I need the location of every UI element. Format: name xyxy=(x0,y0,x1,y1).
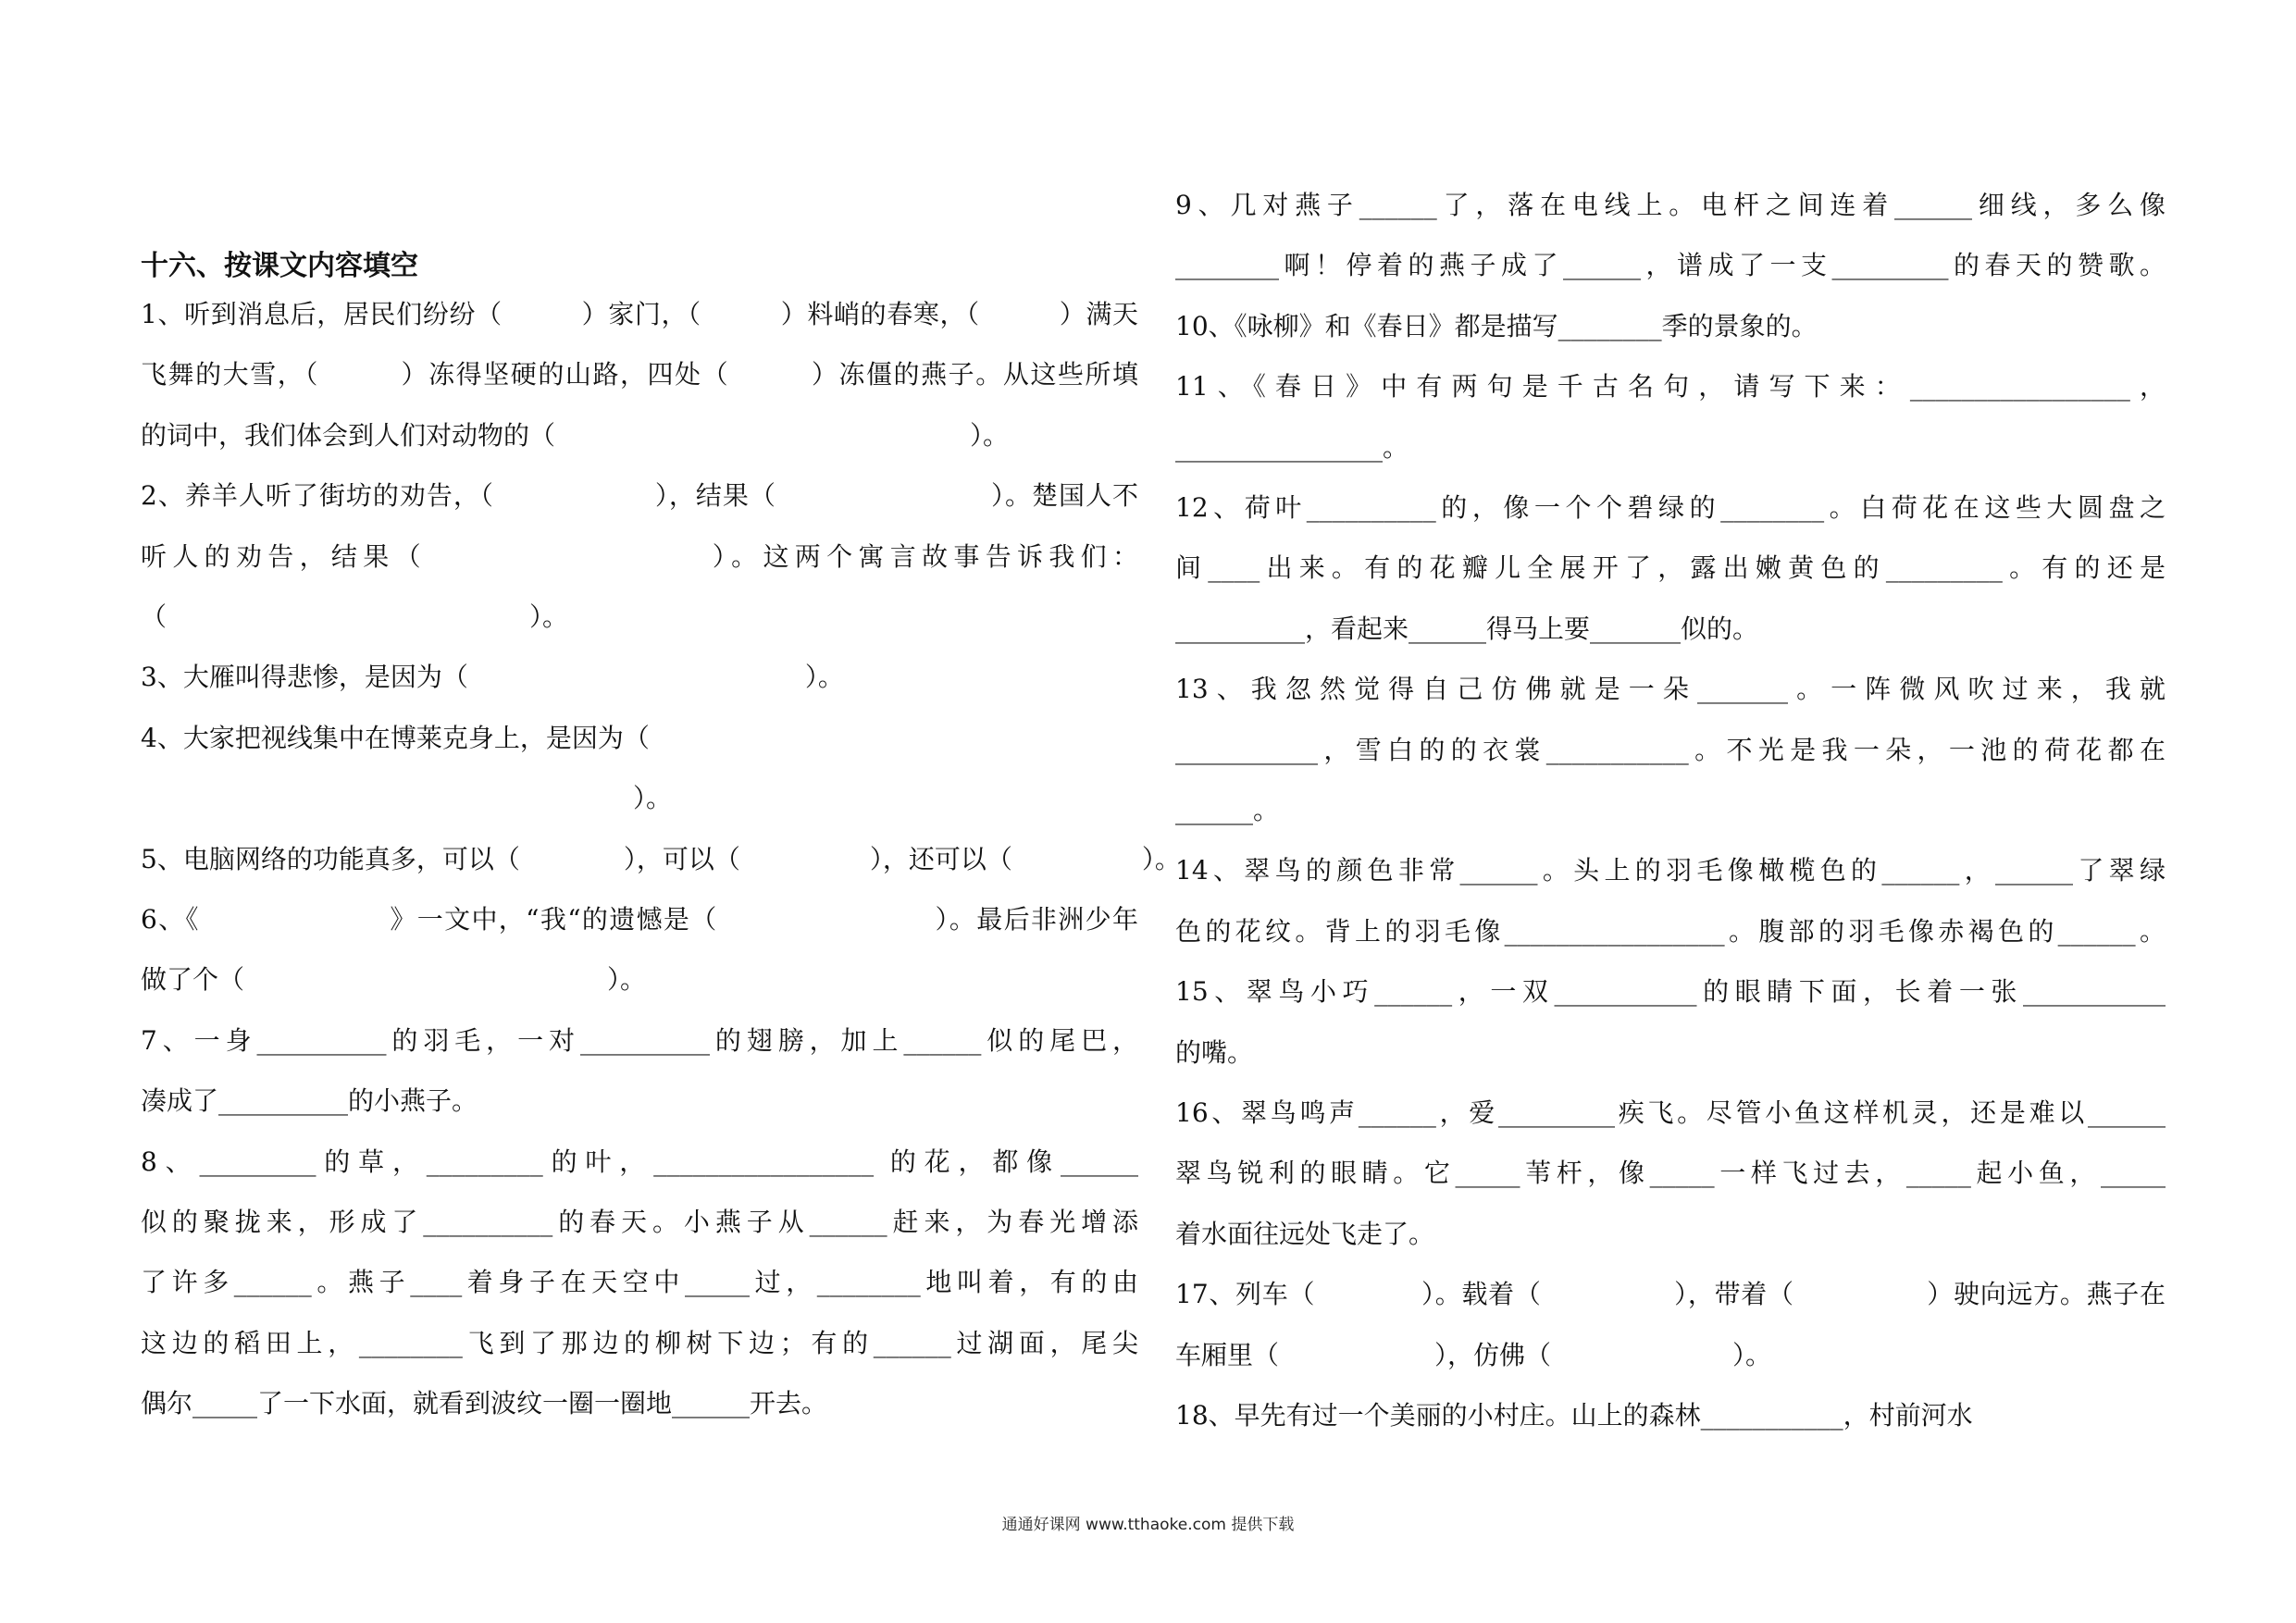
text-line: （ ）。 xyxy=(141,601,569,632)
text-line: 14、翠鸟的颜色非常______。头上的羽毛像橄榄色的______，______了翠绿 xyxy=(1175,855,2166,886)
text-line: ______。 xyxy=(1175,795,1280,825)
text-line: 10、《咏柳》和《春日》都是描写________季的景象的。 xyxy=(1175,310,1818,341)
text-line: 这边的稻田上，________飞到了那边的柳树下边；有的______过湖面，尾尖 xyxy=(141,1327,1138,1358)
text-line: 凑成了__________的小燕子。 xyxy=(141,1085,478,1117)
text-line: 6、《 》一文中，“我“的遗憾是（ ）。最后非洲少年 xyxy=(141,904,1138,935)
text-line: __________，看起来______得马上要_______似的。 xyxy=(1175,613,1759,644)
text-line: 似的聚拢来，形成了__________的春天。小燕子从______赶来，为春光增添 xyxy=(141,1207,1138,1237)
text-line: 翠鸟锐利的眼睛。它_____苇杆，像_____一样飞过去，_____起小鱼，_____ xyxy=(1175,1158,2166,1189)
section-title: 十六、按课文内容填空 xyxy=(141,250,418,282)
text-line: 的嘴。 xyxy=(1175,1036,1254,1068)
text-line: ________________。 xyxy=(1175,431,1409,463)
text-line: 5、电脑网络的功能真多，可以（ ），可以（ ），还可以（ ）。 xyxy=(141,843,1181,874)
text-line: ________啊！停着的燕子成了______，谱成了一支_________的春天的赞歌。 xyxy=(1175,250,2166,281)
text-line: 1、听到消息后，居民们纷纷（ ）家门，（ ）料峭的春寒，（ ）满天 xyxy=(141,299,1138,329)
text-line: 偶尔_____了一下水面，就看到波纹一圈一圈地______开去。 xyxy=(141,1388,828,1419)
text-line: 着水面往远处飞走了。 xyxy=(1175,1218,1435,1249)
text-line: 17、列车（ ）。载着（ ），带着（ ）驶向远方。燕子在 xyxy=(1175,1279,2166,1310)
text-line: 色的花纹。背上的羽毛像_________________。腹部的羽毛像赤褐色的______。 xyxy=(1175,915,2166,947)
text-line: 13、我忽然觉得自己仿佛就是一朵_______。一阵微风吹过来，我就 xyxy=(1175,674,2166,705)
text-line: 18、早先有过一个美丽的小村庄。山上的森林___________，村前河水 xyxy=(1175,1400,1973,1431)
text-line: 9、几对燕子______了，落在电线上。电杆之间连着______细线，多么像 xyxy=(1175,190,2166,220)
text-line: 做了个（ ）。 xyxy=(141,964,647,996)
text-line: 12、荷叶__________的，像一个个碧绿的________。白荷花在这些大圆盘之 xyxy=(1175,492,2166,523)
text-line: ___________，雪白的的衣裳___________。不光是我一朵，一池的荷花都在 xyxy=(1175,734,2166,765)
page-footer: 通通好课网 www.tthaoke.com 提供下载 xyxy=(1001,1516,1295,1534)
text-line: 3、大雁叫得悲惨，是因为（ ）。 xyxy=(141,662,844,693)
text-line: 了许多______。燕子____着身子在天空中_____过，________地叫着，有的由 xyxy=(141,1267,1138,1298)
text-line: ）。 xyxy=(141,783,673,814)
text-line: 2、养羊人听了街坊的劝告，（ ），结果（ ）。楚国人不 xyxy=(141,480,1138,512)
text-line: 16、翠鸟鸣声______，爱_________疾飞。尽管小鱼这样机灵，还是难以______ xyxy=(1175,1097,2166,1128)
text-line: 8、_________的草，_________的叶，_________________ 的花，都像______ xyxy=(141,1146,1138,1177)
text-line: 听人的劝告，结果（ ）。这两个寓言故事告诉我们： xyxy=(141,540,1138,572)
text-line: 间____出来。有的花瓣儿全展开了，露出嫩黄色的_________。有的还是 xyxy=(1175,552,2166,584)
text-line: 的词中，我们体会到人们对动物的（ ）。 xyxy=(141,419,1010,451)
text-line: 车厢里（ ），仿佛（ ）。 xyxy=(1175,1339,1772,1370)
text-line: 11、《春日》中有两句是千古名句，请写下来：_________________， xyxy=(1175,371,2166,403)
text-line: 飞舞的大雪，（ ）冻得坚硬的山路，四处（ ）冻僵的燕子。从这些所填 xyxy=(141,359,1138,390)
text-line: 4、大家把视线集中在博莱克身上，是因为（ xyxy=(141,722,650,753)
text-line: 7、一身__________的羽毛，一对__________的翅膀，加上______似的尾巴， xyxy=(141,1024,1138,1056)
text-line: 15、翠鸟小巧______，一双___________的眼睛下面，长着一张___________ xyxy=(1175,976,2166,1008)
